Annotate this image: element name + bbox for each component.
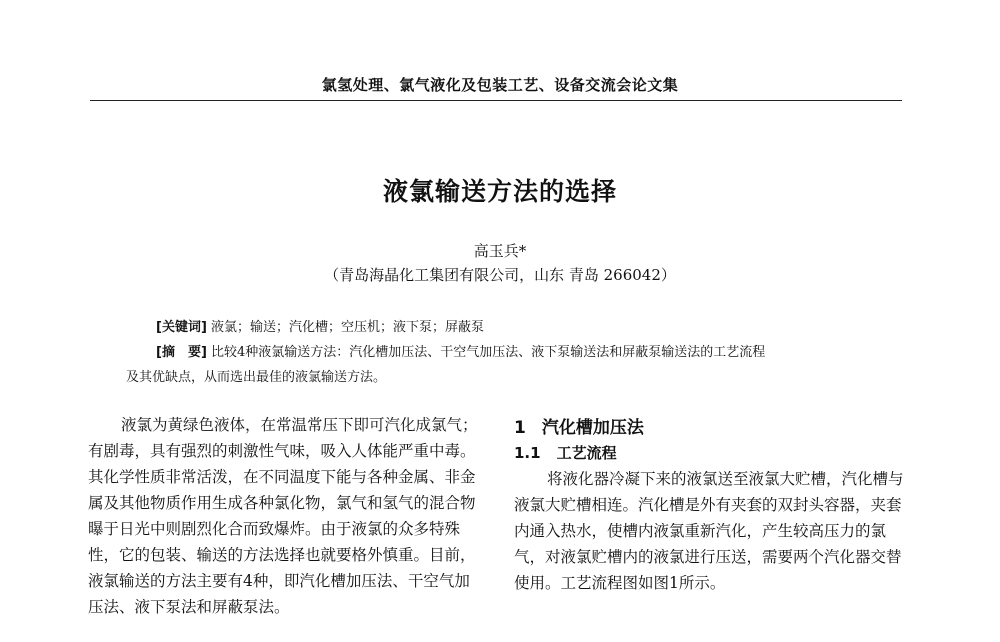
section-number: 1 [514, 418, 526, 438]
right-column [514, 466, 906, 596]
abstract-label: [摘 要] [156, 345, 207, 360]
subsection-1-1-heading [514, 442, 617, 463]
keywords-line [156, 316, 484, 335]
author-name: 高玉兵* [473, 242, 527, 260]
section-1-heading [514, 413, 644, 438]
left-column [88, 412, 483, 620]
header-rule [90, 100, 902, 101]
abstract-line-1 [156, 341, 765, 360]
author-affiliation: （青岛海晶化工集团有限公司，山东 青岛 266042） [324, 266, 676, 284]
abstract-text-1: 比较4种液氯输送方法：汽化槽加压法、干空气加压法、液下泵输送法和屏蔽泵输送法的工艺流程 [211, 345, 766, 360]
subsection-title: 工艺流程 [556, 444, 617, 462]
intro-paragraph: 液氯为黄绿色液体，在常温常压下即可汽化成氯气；有剧毒，具有强烈的刺激性气味，吸入人体能严重中毒。其化学性质非常活泼，在不同温度下能与各种金属、非金属及其他物质作用生成各种氯化物，氯气和氢气的混合物曝于日光中则剧烈化合而致爆炸。由于液氯的众多特殊性，它的包装、输送的方法选择也就要格外慎重。目前，液氯输送的方法主要有4种，即汽化槽加压法、干空气加压法、液下泵法和屏蔽泵法。 [88, 416, 478, 616]
abstract-line-2: 及其优缺点，从而选出最佳的液氯输送方法。 [126, 370, 387, 385]
keywords-text: 液氯；输送；汽化槽；空压机；液下泵；屏蔽泵 [211, 320, 485, 335]
section-1-paragraph: 将液化器冷凝下来的液氯送至液氯大贮槽，汽化槽与液氯大贮槽相连。汽化槽是外有夹套的双封头容器，夹套内通入热水，使槽内液氯重新汽化，产生较高压力的氯气，对液氯贮槽内的液氯进行压送，需要两个汽化器交替使用。工艺流程图如图1所示。 [514, 470, 904, 592]
subsection-number: 1.1 [514, 444, 541, 462]
keywords-label: [关键词] [156, 320, 207, 335]
article-title: 液氯输送方法的选择 [382, 177, 617, 206]
running-head: 氯氢处理、氯气液化及包装工艺、设备交流会论文集 [321, 76, 679, 94]
section-title: 汽化槽加压法 [541, 418, 644, 438]
